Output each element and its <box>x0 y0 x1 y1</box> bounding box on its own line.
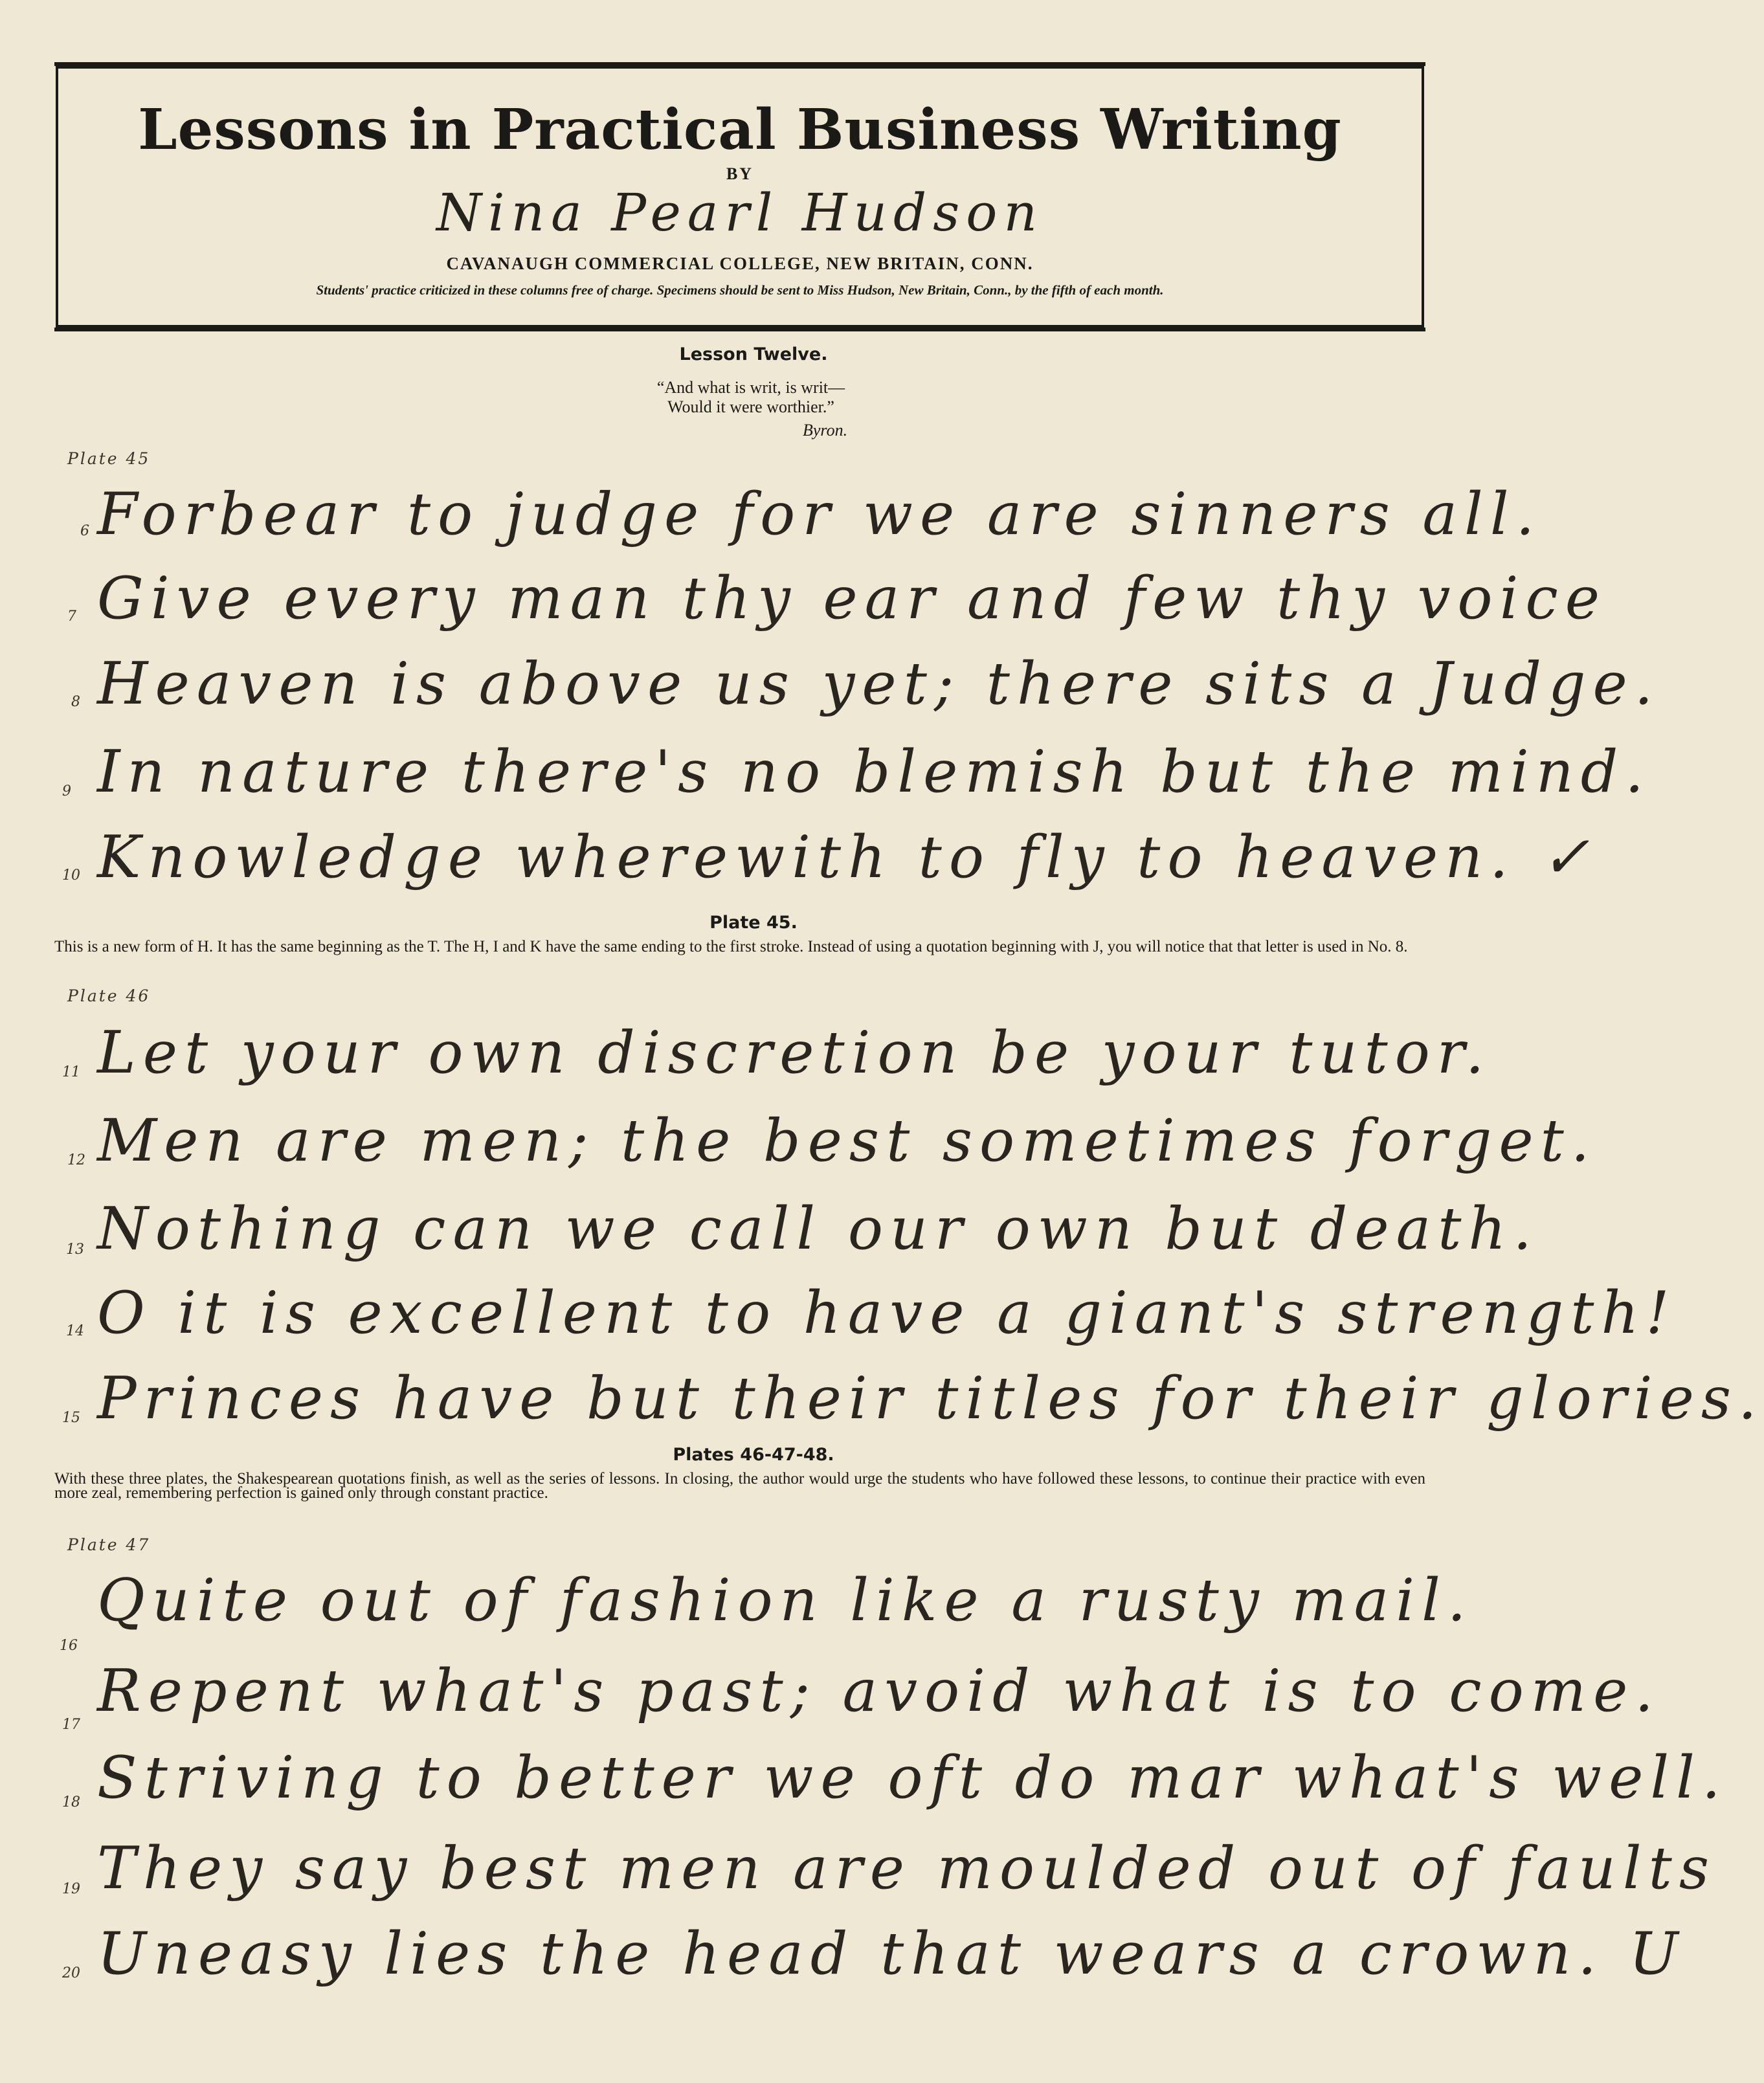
script-line: Striving to better we oft do mar what's well. <box>97 1744 1728 1812</box>
line-number: 6 <box>80 523 89 539</box>
script-line: Heaven is above us yet; there sits a Judge. <box>97 650 1660 718</box>
script-line: Nothing can we call our own but death. <box>97 1195 1539 1263</box>
epigraph-line-1: “And what is writ, is writ— <box>656 378 845 397</box>
lesson-heading: Lesson Twelve. <box>679 344 828 364</box>
header-box <box>56 66 1424 328</box>
line-number: 12 <box>67 1152 85 1168</box>
script-line: Uneasy lies the head that wears a crown. U <box>97 1920 1686 1988</box>
plate-caption-46-48: Plates 46-47-48. <box>673 1445 834 1465</box>
epigraph-author: Byron. <box>803 421 848 440</box>
plate-label-46: Plate 46 <box>67 986 151 1005</box>
submission-notice: Students' practice criticized in these columns free of charge. Specimens should be sent to Miss Hudson, New Britain, Conn., by the fifth of each month. <box>316 282 1164 298</box>
script-line: O it is excellent to have a giant's strength! <box>97 1279 1677 1347</box>
by-line: BY <box>726 164 754 183</box>
page-title: Lessons in Practical Business Writing <box>138 97 1342 162</box>
script-line: Give every man thy ear and few thy voice <box>97 564 1607 632</box>
plate-label-47: Plate 47 <box>67 1535 151 1554</box>
script-line: Quite out of fashion like a rusty mail. <box>97 1566 1473 1634</box>
line-number: 20 <box>62 1965 80 1981</box>
line-number: 10 <box>62 867 80 884</box>
line-number: 9 <box>62 783 71 799</box>
line-number: 14 <box>66 1323 84 1339</box>
line-number: 16 <box>60 1638 78 1654</box>
epigraph <box>596 378 906 417</box>
script-line: Men are men; the best sometimes forget. <box>97 1107 1597 1175</box>
epigraph-line-2: Would it were worthier.” <box>667 397 834 416</box>
script-line: Repent what's past; avoid what is to come. <box>97 1657 1661 1725</box>
line-number: 11 <box>62 1064 80 1080</box>
line-number: 15 <box>62 1410 80 1426</box>
author-signature: Nina Pearl Hudson <box>436 183 1044 243</box>
line-number: 17 <box>62 1717 80 1733</box>
script-line: Forbear to judge for we are sinners all. <box>97 480 1542 548</box>
script-line: Princes have but their titles for their glories. <box>97 1365 1764 1432</box>
script-line: They say best men are moulded out of faults <box>97 1834 1717 1902</box>
line-number: 8 <box>71 694 80 710</box>
line-number: 7 <box>67 608 76 625</box>
plates-46-48-description: With these three plates, the Shakespearean quotations finish, as well as the series of lessons. In closing, the author would urge the students who have followed these lessons, to continue their practice with even more zeal, remembering perfection is gained only through constant practice. <box>54 1470 1425 1502</box>
line-number: 18 <box>62 1794 80 1810</box>
line-number: 19 <box>62 1881 80 1897</box>
script-line: Let your own discretion be your tutor. <box>97 1019 1491 1087</box>
script-line: In nature there's no blemish but the mind. <box>97 738 1651 806</box>
plate-label-45: Plate 45 <box>67 449 151 468</box>
plate-caption-45: Plate 45. <box>709 913 798 933</box>
script-line: Knowledge wherewith to fly to heaven. ✓ <box>97 823 1597 891</box>
plate-45-description: This is a new form of H. It has the same beginning as the T. The H, I and K have the same ending to the first stroke. Instead of using a quotation beginning with J, you will notice that that letter is used in No. 8. <box>54 938 1408 955</box>
line-number: 13 <box>66 1242 84 1258</box>
college-name: CAVANAUGH COMMERCIAL COLLEGE, NEW BRITAIN, CONN. <box>446 254 1034 273</box>
